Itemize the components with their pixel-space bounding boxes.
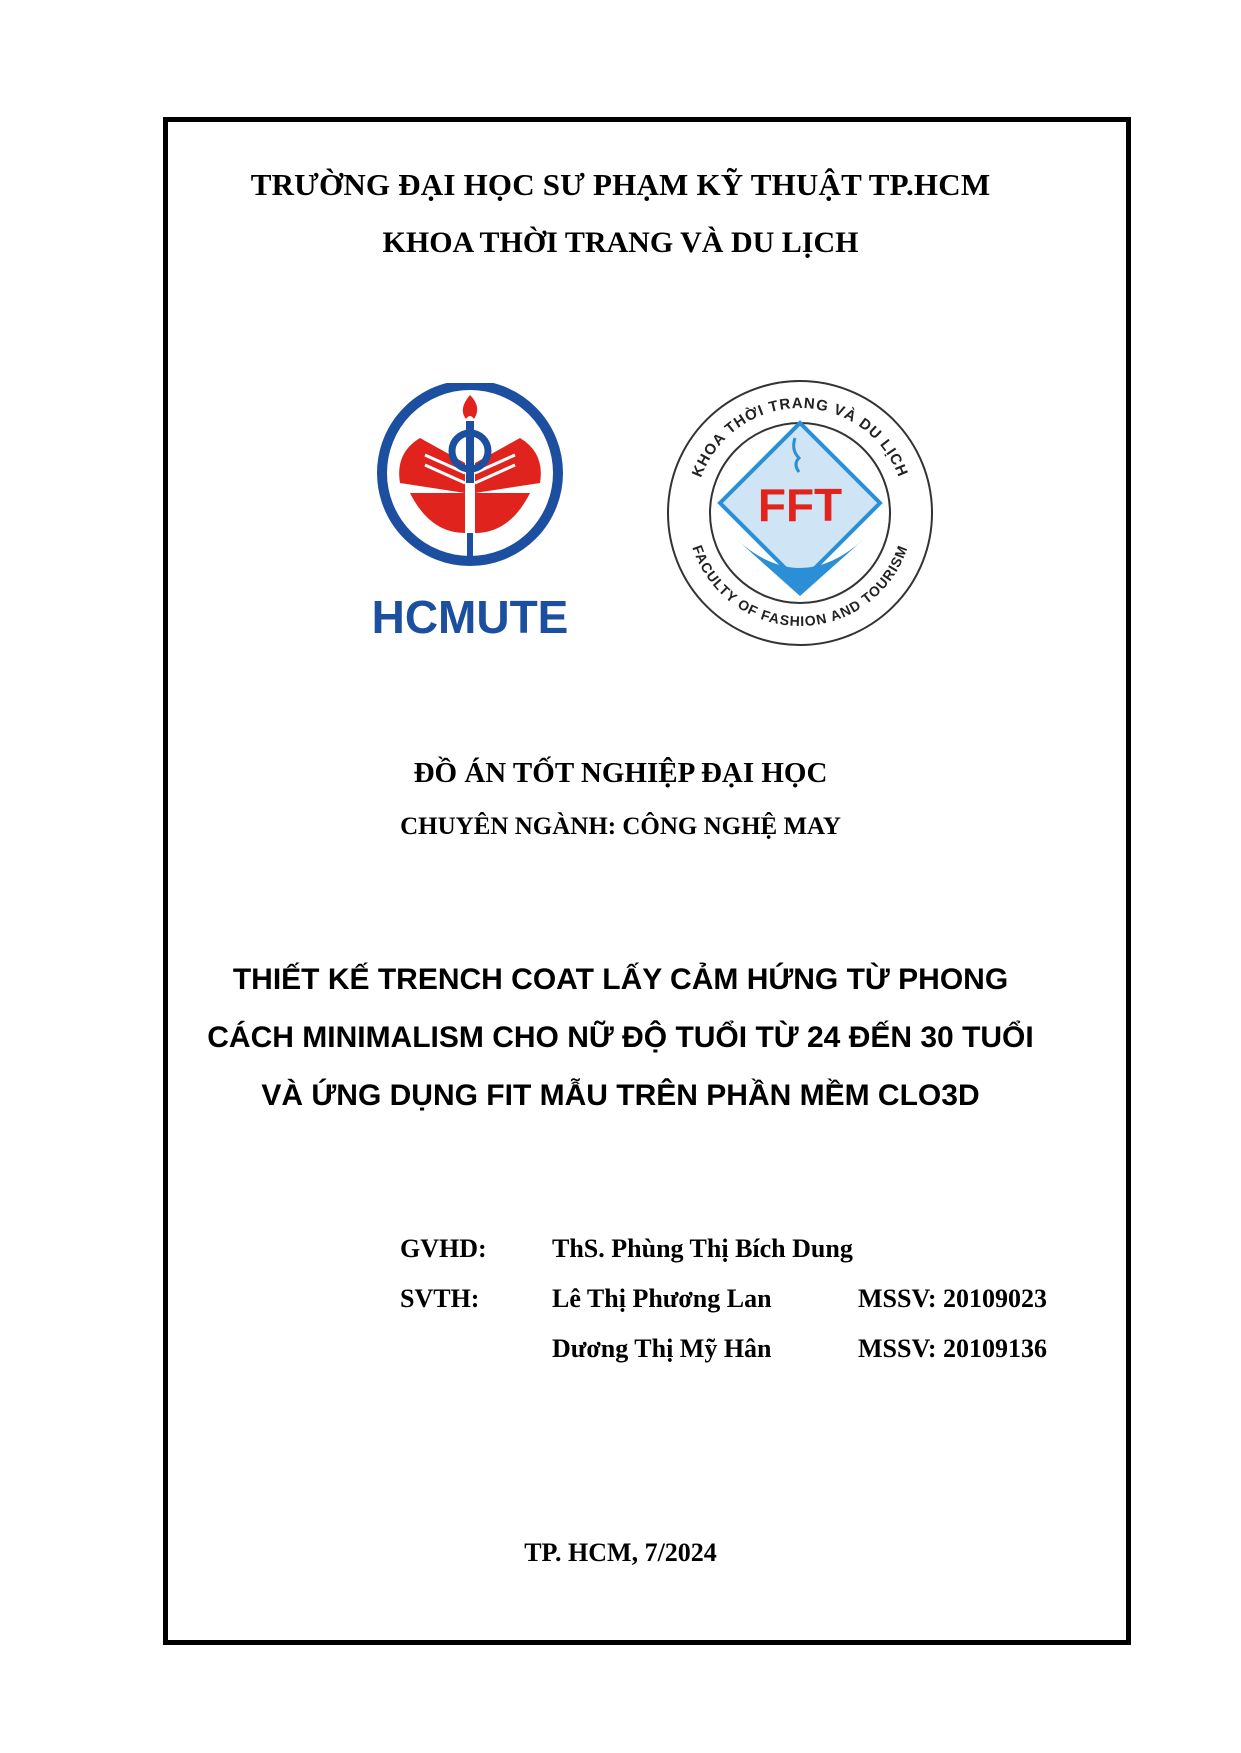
place-date: TP. HCM, 7/2024 — [524, 1538, 717, 1567]
page-border — [163, 117, 1131, 1645]
fft-logo-text: FFT — [757, 479, 843, 531]
advisor-label: GVHD: — [400, 1234, 487, 1263]
fft-ring-bottom-text: FACULTY OF FASHION AND TOURISM — [689, 542, 911, 630]
students-label: SVTH: — [400, 1284, 480, 1313]
thesis-title-line-3: VÀ ỨNG DỤNG FIT MẪU TRÊN PHẦN MỀM CLO3D — [261, 1079, 980, 1112]
university-name: TRƯỜNG ĐẠI HỌC SƯ PHẠM KỸ THUẬT TP.HCM — [250, 167, 991, 202]
student-name-1: Lê Thị Phương Lan — [552, 1284, 772, 1313]
thesis-title-line-1: THIẾT KẾ TRENCH COAT LẤY CẢM HỨNG TỪ PHONG — [232, 963, 1009, 996]
student-id-2: MSSV: 20109136 — [858, 1334, 1048, 1363]
thesis-type: ĐỒ ÁN TỐT NGHIỆP ĐẠI HỌC — [413, 757, 828, 789]
advisor-name: ThS. Phùng Thị Bích Dung — [552, 1234, 853, 1263]
faculty-name: KHOA THỜI TRANG VÀ DU LỊCH — [382, 226, 859, 259]
fft-logo — [665, 378, 935, 648]
student-name-2: Dương Thị Mỹ Hân — [552, 1334, 772, 1363]
student-id-1: MSSV: 20109023 — [858, 1284, 1048, 1313]
fft-ring-top-text: KHOA THỜI TRANG VÀ DU LỊCH — [688, 394, 912, 480]
hcmute-logo — [370, 383, 570, 643]
major: CHUYÊN NGÀNH: CÔNG NGHỆ MAY — [400, 813, 841, 840]
hcmute-logo-text: HCMUTE — [371, 591, 569, 643]
thesis-title-line-2: CÁCH MINIMALISM CHO NỮ ĐỘ TUỔI TỪ 24 ĐẾN 30 TUỔI — [207, 1021, 1034, 1054]
